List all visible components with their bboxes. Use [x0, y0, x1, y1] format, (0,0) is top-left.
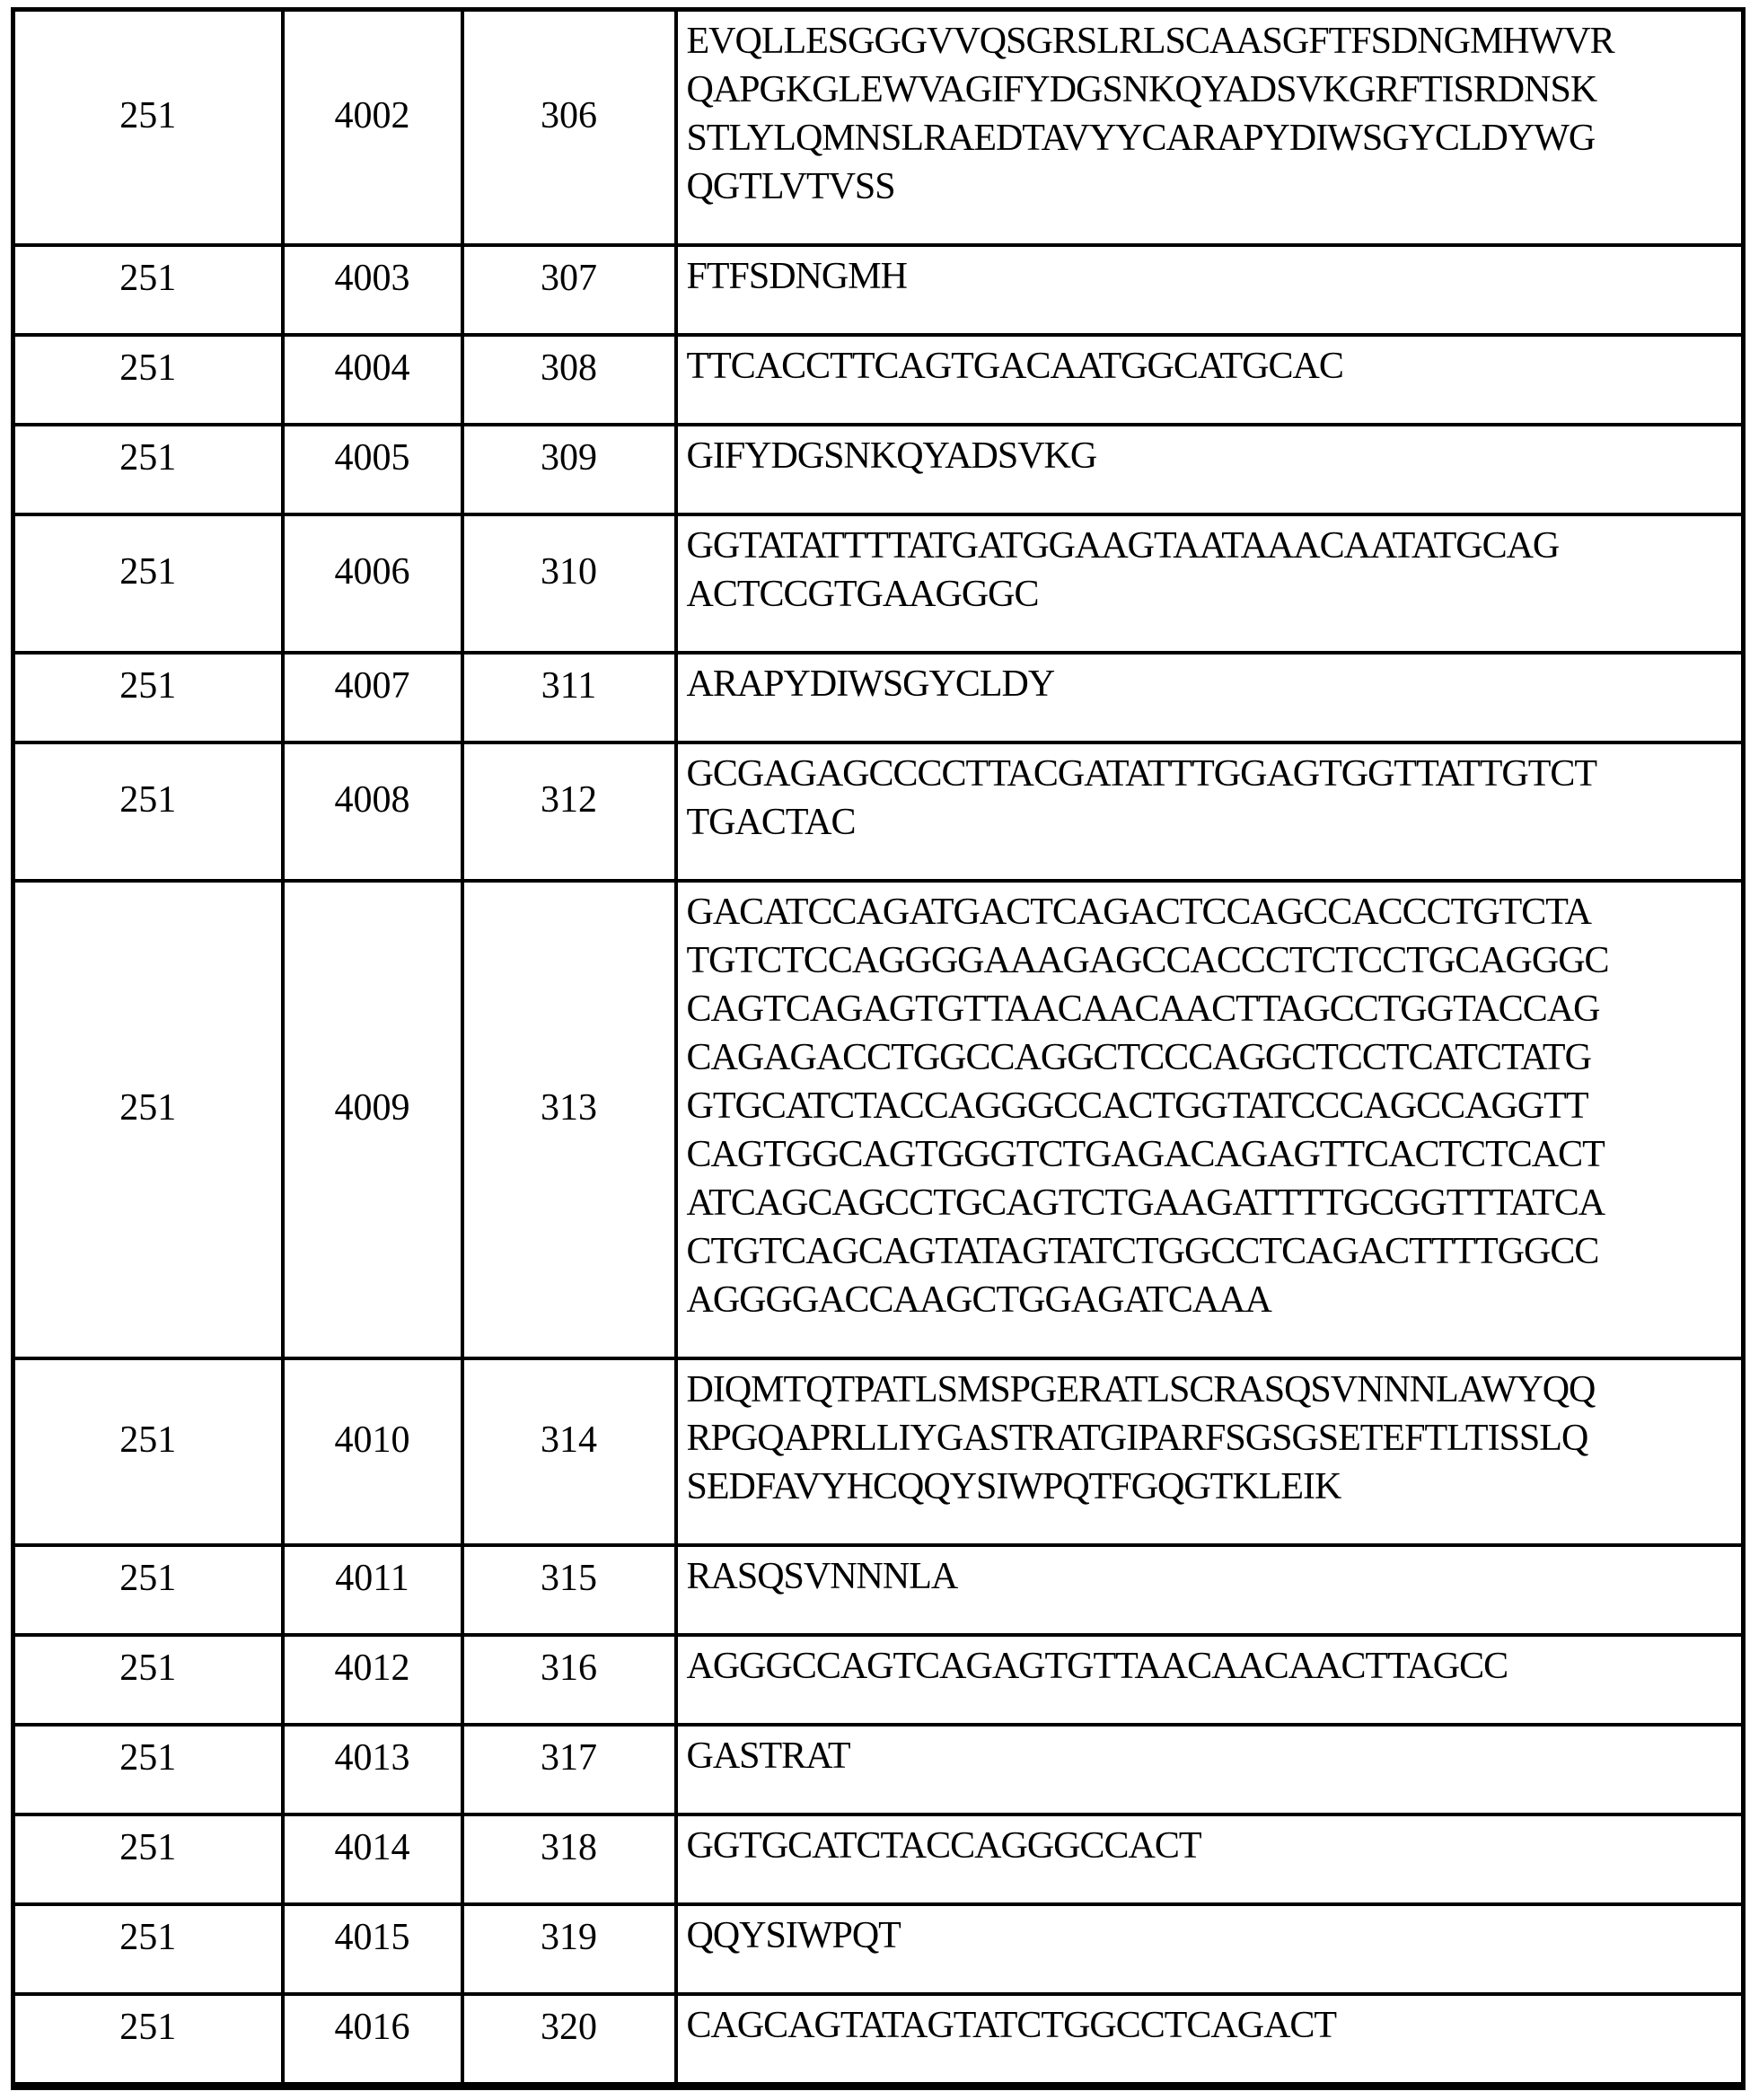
entry-number-cell: 4011	[283, 1545, 462, 1635]
entry-number-cell: 4010	[283, 1358, 462, 1545]
seq-id-number-cell: 309	[462, 425, 676, 514]
seq-id-number-cell: 310	[462, 514, 676, 653]
entry-number-cell: 4008	[283, 742, 462, 881]
group-id-cell: 251	[13, 1994, 283, 2087]
group-id-cell: 251	[13, 514, 283, 653]
seq-id-number-cell: 313	[462, 881, 676, 1358]
group-id-cell: 251	[13, 1635, 283, 1725]
sequence-cell: GACATCCAGATGACTCAGACTCCAGCCACCCTGTCTA TGTCTCCAGGGGAAAGAGCCACCCTCTCCTGCAGGGC CAGTCAGAGTGTTAACAACAACTTAGCCTGGTACCAG CAGAGACCTGGCCAGGCTCCCAGGCTCCTCATCTATG GTGCATCTACCAGGGCCACTGGTATCCCAGCCAGGTT CAGTGGCAGTGGGTCTGAGACAGAGTTCACTCTCACT ATCAGCAGCCTGCAGTCTGAAGATTTTGCGGTTTATCA CTGTCAGCAGTATAGTATCTGGCCTCAGACTTTTGGCC AGGGGACCAAGCTGGAGATCAAA	[676, 881, 1744, 1358]
group-id-cell: 251	[13, 1814, 283, 1904]
group-id-cell: 251	[13, 425, 283, 514]
seq-id-number-cell: 314	[462, 1358, 676, 1545]
table-row	[13, 1725, 1744, 1814]
seq-id-number-cell: 306	[462, 10, 676, 246]
table-row	[13, 1994, 1744, 2087]
entry-number-cell: 4014	[283, 1814, 462, 1904]
table-row	[13, 425, 1744, 514]
seq-id-number-cell: 315	[462, 1545, 676, 1635]
table-row	[13, 1358, 1744, 1545]
entry-number-cell: 4013	[283, 1725, 462, 1814]
sequence-cell: GGTGCATCTACCAGGGCCACT	[676, 1814, 1744, 1904]
entry-number-cell: 4005	[283, 425, 462, 514]
sequence-cell: GASTRAT	[676, 1725, 1744, 1814]
sequence-cell: GIFYDGSNKQYADSVKG	[676, 425, 1744, 514]
sequence-cell: GGTATATTTTATGATGGAAGTAATAAACAATATGCAG ACTCCGTGAAGGGC	[676, 514, 1744, 653]
table-row	[13, 881, 1744, 1358]
seq-id-number-cell: 320	[462, 1994, 676, 2087]
sequence-cell: QQYSIWPQT	[676, 1904, 1744, 1994]
table-row	[13, 514, 1744, 653]
table-row	[13, 1635, 1744, 1725]
table-row	[13, 10, 1744, 246]
table-row	[13, 335, 1744, 425]
entry-number-cell: 4009	[283, 881, 462, 1358]
sequence-cell: AGGGCCAGTCAGAGTGTTAACAACAACTTAGCC	[676, 1635, 1744, 1725]
entry-number-cell: 4006	[283, 514, 462, 653]
seq-id-number-cell: 307	[462, 245, 676, 335]
entry-number-cell: 4016	[283, 1994, 462, 2087]
table-row	[13, 1814, 1744, 1904]
group-id-cell: 251	[13, 1904, 283, 1994]
sequence-cell: CAGCAGTATAGTATCTGGCCTCAGACT	[676, 1994, 1744, 2087]
table-row	[13, 742, 1744, 881]
sequence-cell: ARAPYDIWSGYCLDY	[676, 653, 1744, 742]
group-id-cell: 251	[13, 653, 283, 742]
seq-id-number-cell: 319	[462, 1904, 676, 1994]
group-id-cell: 251	[13, 1725, 283, 1814]
sequence-cell: TTCACCTTCAGTGACAATGGCATGCAC	[676, 335, 1744, 425]
seq-id-number-cell: 317	[462, 1725, 676, 1814]
entry-number-cell: 4002	[283, 10, 462, 246]
table-row	[13, 653, 1744, 742]
seq-id-number-cell: 308	[462, 335, 676, 425]
entry-number-cell: 4004	[283, 335, 462, 425]
sequence-table	[11, 7, 1746, 2090]
entry-number-cell: 4007	[283, 653, 462, 742]
sequence-cell: DIQMTQTPATLSMSPGERATLSCRASQSVNNNLAWYQQ RPGQAPRLLIYGASTRATGIPARFSGSGSETEFTLTISSLQ SEDFAVYHCQQYSIWPQTFGQGTKLEIK	[676, 1358, 1744, 1545]
sequence-cell: EVQLLESGGGVVQSGRSLRLSCAASGFTFSDNGMHWVR QAPGKGLEWVAGIFYDGSNKQYADSVKGRFTISRDNSK STLYLQMNSLRAEDTAVYYCARAPYDIWSGYCLDYWG QGTLVTVSS	[676, 10, 1744, 246]
group-id-cell: 251	[13, 742, 283, 881]
group-id-cell: 251	[13, 881, 283, 1358]
entry-number-cell: 4012	[283, 1635, 462, 1725]
seq-id-number-cell: 316	[462, 1635, 676, 1725]
group-id-cell: 251	[13, 335, 283, 425]
sequence-cell: FTFSDNGMH	[676, 245, 1744, 335]
table-row	[13, 1904, 1744, 1994]
seq-id-number-cell: 318	[462, 1814, 676, 1904]
group-id-cell: 251	[13, 1545, 283, 1635]
table-row	[13, 1545, 1744, 1635]
table-row	[13, 245, 1744, 335]
entry-number-cell: 4015	[283, 1904, 462, 1994]
group-id-cell: 251	[13, 10, 283, 246]
seq-id-number-cell: 311	[462, 653, 676, 742]
group-id-cell: 251	[13, 245, 283, 335]
sequence-cell: RASQSVNNNLA	[676, 1545, 1744, 1635]
group-id-cell: 251	[13, 1358, 283, 1545]
sequence-cell: GCGAGAGCCCCTTACGATATTTGGAGTGGTTATTGTCT TGACTAC	[676, 742, 1744, 881]
entry-number-cell: 4003	[283, 245, 462, 335]
seq-id-number-cell: 312	[462, 742, 676, 881]
